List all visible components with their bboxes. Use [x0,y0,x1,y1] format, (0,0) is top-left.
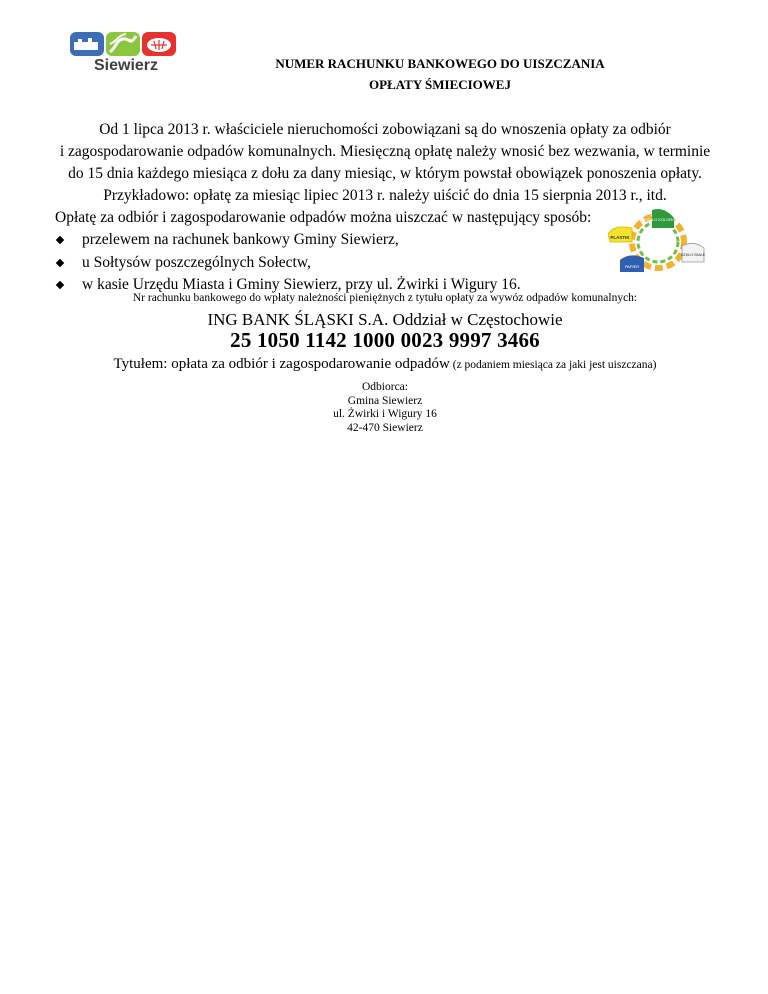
diamond-bullet-icon [56,258,64,266]
label-szklo-biale: SZKŁO BIAŁE [680,253,706,257]
page-title-line2: OPŁATY ŚMIECIOWEJ [369,77,511,92]
page-title-line1: NUMER RACHUNKU BANKOWEGO DO UISZCZANIA [275,56,605,71]
list-item-text: przelewem na rachunek bankowy Gminy Siewierz, [82,231,399,248]
paragraph-line: Przykładowo: opłatę za miesiąc lipiec 2013 r. należy uiścić do dnia 15 sierpnia 2013 r., itd. [103,187,667,204]
recycling-circle-icon [608,208,708,276]
diamond-bullet-icon [56,236,64,244]
paragraph-line: Od 1 lipca 2013 r. właściciele nieruchomości zobowiązani są do wnoszenia opłaty za odbiór [99,121,671,138]
logo-emblem-icon [68,30,178,60]
label-papier: PAPIER [624,264,640,269]
waste-segregation-graphic [608,208,708,276]
account-note: Nr rachunku bankowego do wpłaty należności pieniężnych z tytułu opłaty za wywóz odpadów komunalnych: [132,292,638,304]
paragraph-line: i zagospodarowanie odpadów komunalnych. Miesięczną opłatę należy wnosić bez wezwania, w terminie [59,143,711,160]
recipient-name: Gmina Siewierz [347,394,423,407]
label-plastik: PLASTIK [610,235,630,240]
recipient-street: ul. Żwirki i Wigury 16 [333,408,437,420]
account-number: 25 1050 1142 1000 0023 9997 3466 [230,328,540,352]
payment-title-note: (z podaniem miesiąca za jaki jest uiszczana) [449,359,657,371]
payment-title [40,356,730,373]
recipient-block [240,381,530,435]
payment-methods-intro: Opłatę za odbiór i zagospodarowanie odpadów można uiszczać w następujący sposób: [55,209,592,226]
list-item [55,229,521,252]
payment-title-main: Tytułem: opłata za odbiór i zagospodarowanie odpadów [113,356,450,372]
list-item-text: w kasie Urzędu Miasta i Gminy Siewierz, przy ul. Żwirki i Wigury 16. [82,276,521,293]
payment-methods-list [55,229,521,297]
siewierz-logo [68,30,178,76]
paragraph-line: do 15 dnia każdego miesiąca z dołu za dany miesiąc, w którym powstał obowiązek ponoszenia opłaty. [68,165,702,182]
list-item-text: u Sołtysów poszczególnych Sołectw, [82,253,311,271]
recipient-city: 42-470 Siewierz [347,421,423,434]
label-szklo-kolorowe: SZKŁO KOLOROWE [644,217,682,222]
list-item [55,252,521,275]
logo-text: Siewierz [93,57,159,74]
bank-name: ING BANK ŚLĄSKI S.A. Oddział w Częstochowie [207,310,563,329]
recipient-label: Odbiorca: [362,381,408,393]
diamond-bullet-icon [56,281,64,289]
